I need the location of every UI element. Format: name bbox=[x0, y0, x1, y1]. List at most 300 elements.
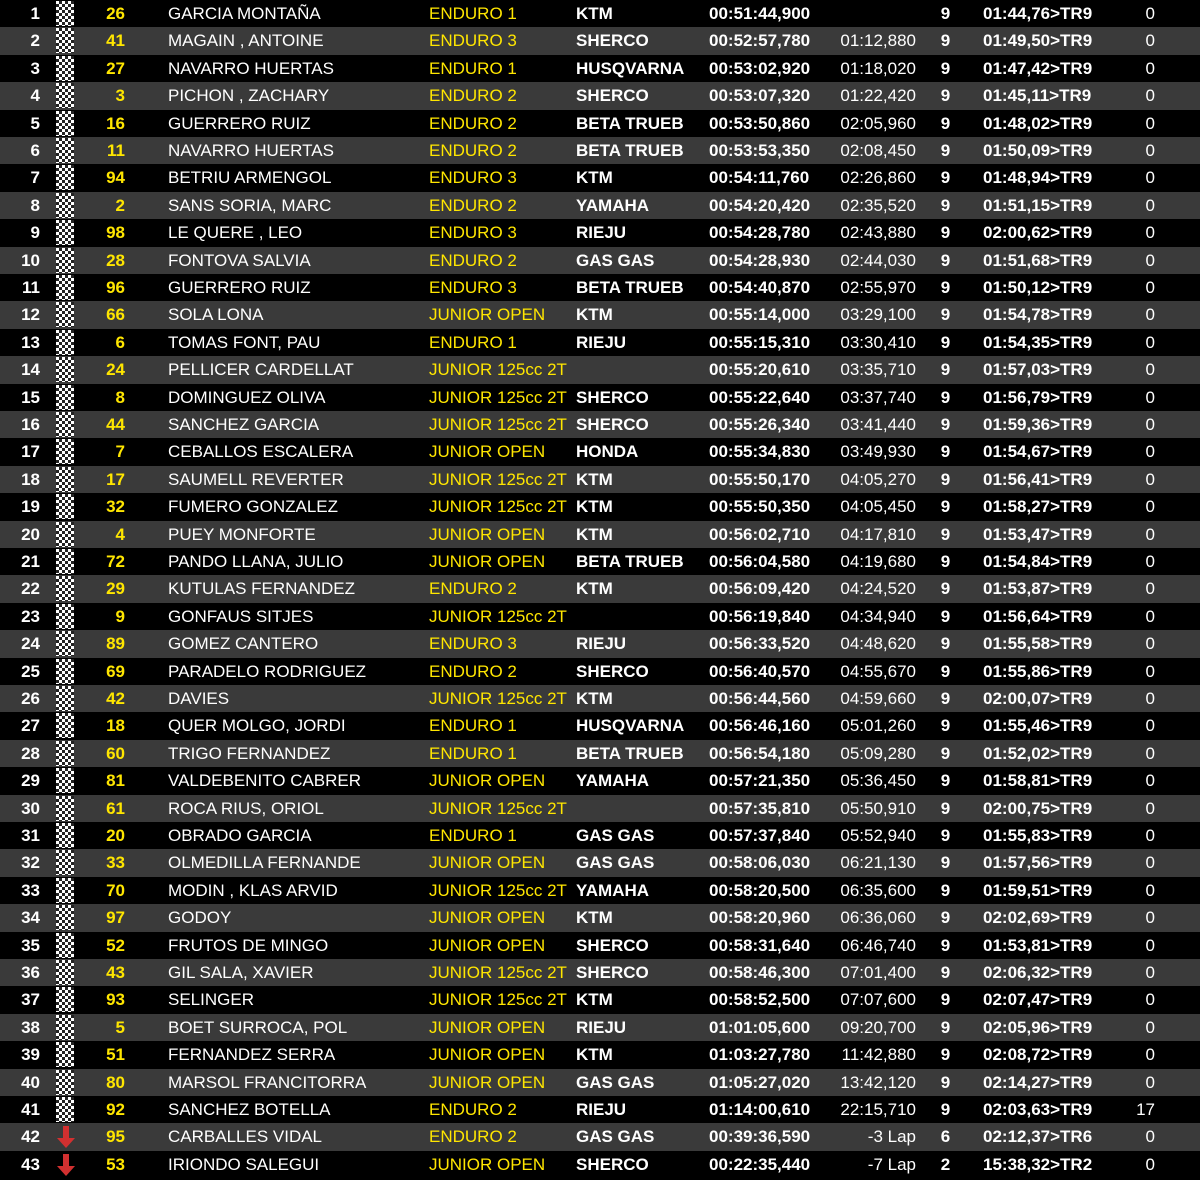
best-lap-cell: 02:00,75>TR9 bbox=[983, 798, 1093, 818]
laps-cell: 9 bbox=[940, 113, 951, 133]
rider-name-cell: FONTOVA SALVIA bbox=[168, 250, 311, 270]
laps-cell: 9 bbox=[940, 332, 951, 352]
laps-cell: 6 bbox=[940, 1127, 951, 1147]
make-cell: KTM bbox=[576, 579, 613, 599]
best-lap-cell: 02:08,72>TR9 bbox=[983, 1045, 1093, 1065]
bike-number-cell: 33 bbox=[106, 853, 125, 873]
table-row[interactable] bbox=[0, 548, 1200, 575]
position-cell: 24 bbox=[21, 634, 40, 654]
best-lap-cell: 01:50,12>TR9 bbox=[983, 278, 1093, 297]
total-time-cell: 00:52:57,780 bbox=[709, 31, 811, 51]
checkered-flag-icon bbox=[56, 1042, 74, 1067]
gap-cell: 11:42,880 bbox=[841, 1045, 916, 1065]
penalty-cell: 17 bbox=[1136, 1100, 1155, 1119]
rider-name-cell: DOMINGUEZ OLIVA bbox=[168, 387, 326, 407]
gap-cell: 09:20,700 bbox=[840, 1017, 916, 1037]
table-row[interactable] bbox=[0, 274, 1200, 301]
bike-number-cell: 32 bbox=[106, 497, 125, 517]
rider-name-cell: NAVARRO HUERTAS bbox=[168, 141, 334, 160]
rider-name-cell: GOMEZ CANTERO bbox=[168, 634, 319, 654]
table-row[interactable] bbox=[0, 1123, 1200, 1150]
gap-cell: 04:05,450 bbox=[840, 497, 916, 517]
gap-cell: 06:36,060 bbox=[840, 908, 916, 928]
bike-number-cell: 81 bbox=[106, 771, 125, 791]
table-row[interactable] bbox=[0, 904, 1200, 931]
table-row[interactable] bbox=[0, 795, 1200, 822]
table-row[interactable] bbox=[0, 521, 1200, 548]
total-time-cell: 00:54:28,930 bbox=[709, 250, 811, 270]
rider-name-cell: BOET SURROCA, POL bbox=[168, 1017, 348, 1037]
position-cell: 22 bbox=[21, 579, 40, 599]
table-row[interactable] bbox=[0, 685, 1200, 712]
rider-name-cell: GUERRERO RUIZ bbox=[168, 113, 311, 133]
table-row[interactable] bbox=[0, 247, 1200, 274]
checkered-flag-icon bbox=[56, 494, 74, 519]
make-cell: RIEJU bbox=[576, 332, 627, 352]
total-time-cell: 00:55:15,310 bbox=[709, 332, 811, 352]
best-lap-cell: 01:56,64>TR9 bbox=[983, 606, 1093, 626]
bike-number-cell: 5 bbox=[115, 1017, 125, 1037]
category-cell: ENDURO 2 bbox=[429, 195, 517, 215]
category-cell: ENDURO 1 bbox=[429, 716, 517, 736]
position-cell: 4 bbox=[30, 86, 40, 106]
checkered-flag-icon bbox=[56, 83, 74, 108]
bike-number-cell: 60 bbox=[106, 743, 125, 763]
make-cell: KTM bbox=[576, 305, 613, 325]
rider-name-cell: SANCHEZ GARCIA bbox=[168, 415, 320, 434]
laps-cell: 9 bbox=[940, 469, 951, 489]
bike-number-cell: 43 bbox=[106, 963, 125, 982]
category-cell: JUNIOR OPEN bbox=[429, 1017, 546, 1037]
checkered-flag-icon bbox=[56, 549, 74, 574]
laps-cell: 9 bbox=[940, 58, 951, 78]
table-row[interactable] bbox=[0, 137, 1200, 164]
category-cell: ENDURO 1 bbox=[429, 58, 517, 78]
table-row[interactable] bbox=[0, 849, 1200, 876]
laps-cell: 9 bbox=[940, 771, 951, 791]
checkered-flag-icon bbox=[56, 28, 74, 53]
rider-name-cell: QUER MOLGO, JORDI bbox=[168, 716, 346, 736]
rider-name-cell: GIL SALA, XAVIER bbox=[168, 963, 314, 982]
total-time-cell: 00:58:20,500 bbox=[709, 880, 811, 900]
category-cell: ENDURO 1 bbox=[429, 743, 517, 763]
category-cell: ENDURO 1 bbox=[429, 332, 517, 352]
laps-cell: 9 bbox=[940, 880, 951, 900]
category-cell: ENDURO 3 bbox=[429, 223, 517, 243]
checkered-flag-icon bbox=[56, 357, 74, 382]
total-time-cell: 00:53:07,320 bbox=[709, 86, 811, 106]
gap-cell: 22:15,710 bbox=[840, 1100, 916, 1119]
penalty-cell: 0 bbox=[1145, 469, 1155, 489]
laps-cell: 9 bbox=[940, 387, 951, 407]
bike-number-cell: 6 bbox=[115, 332, 125, 352]
gap-cell: 03:41,440 bbox=[840, 415, 916, 434]
laps-cell: 9 bbox=[940, 360, 951, 380]
bike-number-cell: 11 bbox=[107, 141, 125, 160]
laps-cell: 9 bbox=[940, 1100, 951, 1119]
penalty-cell: 0 bbox=[1145, 634, 1155, 654]
penalty-cell: 0 bbox=[1145, 415, 1155, 434]
make-cell: GAS GAS bbox=[576, 250, 655, 270]
category-cell: JUNIOR OPEN bbox=[429, 908, 546, 928]
position-cell: 20 bbox=[21, 524, 40, 544]
laps-cell: 9 bbox=[940, 606, 951, 626]
best-lap-cell: 01:45,11>TR9 bbox=[983, 86, 1092, 106]
laps-cell: 9 bbox=[940, 1072, 951, 1092]
table-row[interactable] bbox=[0, 1069, 1200, 1096]
table-row[interactable] bbox=[0, 0, 1200, 27]
table-row[interactable] bbox=[0, 110, 1200, 137]
checkered-flag-icon bbox=[56, 631, 74, 656]
bike-number-cell: 42 bbox=[106, 689, 125, 708]
best-lap-cell: 01:48,02>TR9 bbox=[983, 113, 1093, 133]
make-cell: SHERCO bbox=[576, 31, 649, 51]
rider-name-cell: ROCA RIUS, ORIOL bbox=[168, 798, 324, 818]
laps-cell: 9 bbox=[940, 278, 951, 297]
best-lap-cell: 02:12,37>TR6 bbox=[983, 1127, 1093, 1147]
laps-cell: 9 bbox=[940, 524, 951, 544]
bike-number-cell: 94 bbox=[106, 168, 125, 188]
bike-number-cell: 2 bbox=[115, 195, 125, 215]
make-cell: GAS GAS bbox=[576, 826, 655, 845]
position-cell: 33 bbox=[21, 880, 40, 900]
penalty-cell: 0 bbox=[1145, 387, 1155, 407]
bike-number-cell: 9 bbox=[115, 606, 125, 626]
total-time-cell: 00:54:11,760 bbox=[709, 168, 810, 188]
table-row[interactable] bbox=[0, 1041, 1200, 1068]
best-lap-cell: 02:07,47>TR9 bbox=[983, 990, 1093, 1010]
best-lap-cell: 01:59,36>TR9 bbox=[983, 415, 1093, 434]
rider-name-cell: GODOY bbox=[168, 908, 232, 928]
table-row[interactable] bbox=[0, 986, 1200, 1013]
rider-name-cell: MARSOL FRANCITORRA bbox=[168, 1072, 367, 1092]
total-time-cell: 00:56:46,160 bbox=[709, 716, 811, 736]
table-row[interactable] bbox=[0, 411, 1200, 438]
total-time-cell: 00:57:35,810 bbox=[709, 798, 811, 818]
position-cell: 34 bbox=[21, 908, 40, 928]
checkered-flag-icon bbox=[56, 604, 74, 629]
rider-name-cell: IRIONDO SALEGUI bbox=[168, 1154, 320, 1174]
rider-name-cell: BETRIU ARMENGOL bbox=[168, 168, 332, 188]
total-time-cell: 00:58:31,640 bbox=[709, 935, 811, 955]
table-row[interactable] bbox=[0, 1096, 1200, 1123]
best-lap-cell: 01:51,68>TR9 bbox=[983, 250, 1093, 270]
total-time-cell: 00:56:54,180 bbox=[709, 743, 811, 763]
best-lap-cell: 01:59,51>TR9 bbox=[983, 880, 1093, 900]
bike-number-cell: 51 bbox=[106, 1045, 125, 1065]
table-row[interactable] bbox=[0, 575, 1200, 602]
gap-cell: 06:21,130 bbox=[840, 853, 916, 873]
penalty-cell: 0 bbox=[1145, 1072, 1155, 1092]
gap-cell: 02:26,860 bbox=[840, 168, 916, 188]
table-row[interactable] bbox=[0, 658, 1200, 685]
laps-cell: 2 bbox=[940, 1154, 951, 1174]
table-row[interactable] bbox=[0, 329, 1200, 356]
checkered-flag-icon bbox=[56, 1097, 74, 1122]
total-time-cell: 00:22:35,440 bbox=[709, 1154, 811, 1174]
make-cell: KTM bbox=[576, 1045, 613, 1065]
gap-cell: 05:09,280 bbox=[840, 743, 916, 763]
rider-name-cell: OBRADO GARCIA bbox=[168, 826, 312, 845]
make-cell: HUSQVARNA bbox=[576, 716, 685, 736]
gap-cell: 02:43,880 bbox=[840, 223, 916, 243]
penalty-cell: 0 bbox=[1145, 743, 1155, 763]
rider-name-cell: DAVIES bbox=[168, 689, 230, 708]
best-lap-cell: 02:00,62>TR9 bbox=[983, 223, 1093, 243]
table-row[interactable] bbox=[0, 740, 1200, 767]
gap-cell: 06:35,600 bbox=[840, 880, 916, 900]
total-time-cell: 00:55:50,170 bbox=[709, 469, 811, 489]
gap-cell: 02:05,960 bbox=[840, 113, 916, 133]
position-cell: 7 bbox=[30, 168, 40, 188]
make-cell: GAS GAS bbox=[576, 853, 655, 873]
checkered-flag-icon bbox=[56, 850, 74, 875]
gap-cell: 13:42,120 bbox=[840, 1072, 916, 1092]
penalty-cell: 0 bbox=[1145, 1154, 1155, 1174]
bike-number-cell: 70 bbox=[106, 880, 125, 900]
bike-number-cell: 66 bbox=[106, 305, 125, 325]
total-time-cell: 00:58:52,500 bbox=[709, 990, 811, 1010]
category-cell: JUNIOR OPEN bbox=[429, 524, 546, 544]
checkered-flag-icon bbox=[56, 933, 74, 958]
total-time-cell: 00:53:50,860 bbox=[709, 113, 811, 133]
make-cell: KTM bbox=[576, 497, 613, 517]
category-cell: JUNIOR 125cc 2T bbox=[429, 387, 567, 407]
make-cell: YAMAHA bbox=[576, 880, 650, 900]
rider-name-cell: PICHON , ZACHARY bbox=[168, 86, 330, 106]
table-row[interactable] bbox=[0, 603, 1200, 630]
total-time-cell: 00:55:50,350 bbox=[709, 497, 811, 517]
penalty-cell: 0 bbox=[1145, 853, 1155, 873]
rider-name-cell: SAUMELL REVERTER bbox=[168, 469, 344, 489]
checkered-flag-icon bbox=[56, 768, 74, 793]
total-time-cell: 00:56:33,520 bbox=[709, 634, 811, 654]
laps-cell: 9 bbox=[940, 415, 951, 434]
table-row[interactable] bbox=[0, 219, 1200, 246]
category-cell: JUNIOR 125cc 2T bbox=[429, 606, 567, 626]
gap-cell: 04:05,270 bbox=[840, 469, 916, 489]
category-cell: ENDURO 2 bbox=[429, 141, 517, 160]
rider-name-cell: VALDEBENITO CABRER bbox=[168, 771, 362, 791]
bike-number-cell: 41 bbox=[106, 31, 125, 51]
make-cell: KTM bbox=[576, 689, 613, 708]
gap-cell: 05:52,940 bbox=[840, 826, 916, 845]
table-row[interactable] bbox=[0, 164, 1200, 191]
bike-number-cell: 44 bbox=[106, 415, 125, 434]
position-cell: 25 bbox=[21, 661, 40, 681]
best-lap-cell: 01:53,47>TR9 bbox=[983, 524, 1093, 544]
rider-name-cell: LE QUERE , LEO bbox=[168, 223, 303, 243]
make-cell: KTM bbox=[576, 469, 613, 489]
total-time-cell: 01:05:27,020 bbox=[709, 1072, 811, 1092]
table-row[interactable] bbox=[0, 27, 1200, 54]
best-lap-cell: 01:49,50>TR9 bbox=[983, 31, 1093, 51]
make-cell: BETA TRUEB bbox=[576, 743, 684, 763]
penalty-cell: 0 bbox=[1145, 31, 1155, 51]
table-row[interactable] bbox=[0, 822, 1200, 849]
table-row[interactable] bbox=[0, 55, 1200, 82]
table-row[interactable] bbox=[0, 959, 1200, 986]
table-row[interactable] bbox=[0, 356, 1200, 383]
rider-name-cell: SOLA LONA bbox=[168, 305, 264, 325]
rider-name-cell: FERNANDEZ SERRA bbox=[168, 1045, 336, 1065]
gap-cell: -7 Lap bbox=[867, 1154, 916, 1174]
gap-cell: 04:34,940 bbox=[840, 606, 916, 626]
laps-cell: 9 bbox=[940, 305, 951, 325]
make-cell: SHERCO bbox=[576, 86, 649, 106]
penalty-cell: 0 bbox=[1145, 86, 1155, 106]
table-row[interactable] bbox=[0, 1014, 1200, 1041]
position-cell: 39 bbox=[21, 1045, 40, 1065]
table-row[interactable] bbox=[0, 1151, 1200, 1178]
laps-cell: 9 bbox=[940, 168, 951, 188]
position-cell: 42 bbox=[21, 1127, 40, 1147]
penalty-cell: 0 bbox=[1145, 963, 1155, 982]
penalty-cell: 0 bbox=[1145, 223, 1155, 243]
category-cell: JUNIOR OPEN bbox=[429, 442, 546, 462]
bike-number-cell: 7 bbox=[115, 442, 125, 462]
rider-name-cell: PELLICER CARDELLAT bbox=[168, 360, 354, 380]
total-time-cell: 00:54:28,780 bbox=[709, 223, 811, 243]
position-cell: 32 bbox=[21, 853, 40, 873]
checkered-flag-icon bbox=[56, 741, 74, 766]
checkered-flag-icon bbox=[56, 823, 74, 848]
checkered-flag-icon bbox=[56, 1070, 74, 1095]
best-lap-cell: 01:50,09>TR9 bbox=[983, 141, 1093, 160]
total-time-cell: 00:55:22,640 bbox=[709, 387, 811, 407]
category-cell: ENDURO 2 bbox=[429, 113, 517, 133]
table-row[interactable] bbox=[0, 630, 1200, 657]
gap-cell: 07:07,600 bbox=[840, 990, 916, 1010]
category-cell: JUNIOR 125cc 2T bbox=[429, 360, 567, 380]
best-lap-cell: 02:03,63>TR9 bbox=[983, 1100, 1093, 1119]
category-cell: JUNIOR OPEN bbox=[429, 1154, 546, 1174]
laps-cell: 9 bbox=[940, 853, 951, 873]
table-row[interactable] bbox=[0, 466, 1200, 493]
retired-arrow-icon bbox=[56, 1152, 76, 1177]
laps-cell: 9 bbox=[940, 497, 951, 517]
make-cell: BETA TRUEB bbox=[576, 141, 684, 160]
penalty-cell: 0 bbox=[1145, 1127, 1155, 1147]
best-lap-cell: 01:53,81>TR9 bbox=[983, 935, 1093, 955]
category-cell: ENDURO 2 bbox=[429, 1100, 517, 1119]
total-time-cell: 00:56:44,560 bbox=[709, 689, 811, 708]
table-row[interactable] bbox=[0, 767, 1200, 794]
bike-number-cell: 53 bbox=[106, 1154, 125, 1174]
category-cell: JUNIOR OPEN bbox=[429, 935, 546, 955]
best-lap-cell: 01:53,87>TR9 bbox=[983, 579, 1093, 599]
category-cell: ENDURO 2 bbox=[429, 1127, 517, 1147]
table-row[interactable] bbox=[0, 877, 1200, 904]
checkered-flag-icon bbox=[56, 138, 74, 163]
table-row[interactable] bbox=[0, 712, 1200, 739]
bike-number-cell: 89 bbox=[106, 634, 125, 654]
category-cell: JUNIOR 125cc 2T bbox=[429, 415, 567, 434]
position-cell: 43 bbox=[21, 1154, 40, 1174]
total-time-cell: 00:54:40,870 bbox=[709, 278, 811, 297]
position-cell: 41 bbox=[21, 1100, 40, 1119]
rider-name-cell: SANCHEZ BOTELLA bbox=[168, 1100, 331, 1119]
penalty-cell: 0 bbox=[1145, 113, 1155, 133]
table-row[interactable] bbox=[0, 301, 1200, 328]
total-time-cell: 00:57:37,840 bbox=[709, 826, 811, 845]
laps-cell: 9 bbox=[940, 908, 951, 928]
best-lap-cell: 01:52,02>TR9 bbox=[983, 743, 1093, 763]
bike-number-cell: 69 bbox=[106, 661, 125, 681]
laps-cell: 9 bbox=[940, 195, 951, 215]
category-cell: JUNIOR 125cc 2T bbox=[429, 469, 567, 489]
table-row[interactable] bbox=[0, 932, 1200, 959]
table-row[interactable] bbox=[0, 493, 1200, 520]
table-row[interactable] bbox=[0, 438, 1200, 465]
make-cell: RIEJU bbox=[576, 1017, 627, 1037]
total-time-cell: 00:51:44,900 bbox=[709, 4, 811, 23]
gap-cell: 04:48,620 bbox=[840, 634, 916, 654]
penalty-cell: 0 bbox=[1145, 606, 1155, 626]
laps-cell: 9 bbox=[940, 826, 951, 845]
total-time-cell: 00:56:19,840 bbox=[709, 606, 811, 626]
category-cell: ENDURO 2 bbox=[429, 661, 517, 681]
make-cell: KTM bbox=[576, 908, 613, 928]
penalty-cell: 0 bbox=[1145, 798, 1155, 818]
bike-number-cell: 3 bbox=[115, 86, 125, 106]
checkered-flag-icon bbox=[56, 385, 74, 410]
penalty-cell: 0 bbox=[1145, 497, 1155, 517]
make-cell: YAMAHA bbox=[576, 771, 650, 791]
total-time-cell: 00:56:04,580 bbox=[709, 552, 811, 571]
best-lap-cell: 01:54,67>TR9 bbox=[983, 442, 1093, 462]
checkered-flag-icon bbox=[56, 220, 74, 245]
best-lap-cell: 01:58,27>TR9 bbox=[983, 497, 1093, 517]
position-cell: 9 bbox=[30, 223, 40, 243]
gap-cell: 04:17,810 bbox=[840, 524, 916, 544]
gap-cell: 05:50,910 bbox=[840, 798, 916, 818]
checkered-flag-icon bbox=[56, 165, 74, 190]
laps-cell: 9 bbox=[940, 552, 951, 571]
total-time-cell: 00:55:20,610 bbox=[709, 360, 811, 380]
gap-cell: 04:59,660 bbox=[840, 689, 916, 708]
table-row[interactable] bbox=[0, 384, 1200, 411]
best-lap-cell: 01:54,35>TR9 bbox=[983, 332, 1093, 352]
total-time-cell: 01:03:27,780 bbox=[709, 1045, 811, 1065]
laps-cell: 9 bbox=[940, 1017, 951, 1037]
position-cell: 30 bbox=[21, 798, 40, 818]
penalty-cell: 0 bbox=[1145, 4, 1155, 23]
position-cell: 19 bbox=[21, 497, 40, 517]
best-lap-cell: 01:57,03>TR9 bbox=[983, 360, 1093, 380]
table-row[interactable] bbox=[0, 82, 1200, 109]
category-cell: JUNIOR 125cc 2T bbox=[429, 497, 567, 517]
position-cell: 17 bbox=[21, 442, 40, 462]
gap-cell: 02:44,030 bbox=[840, 250, 916, 270]
make-cell: BETA TRUEB bbox=[576, 278, 684, 297]
position-cell: 38 bbox=[21, 1017, 40, 1037]
gap-cell: 05:36,450 bbox=[840, 771, 916, 791]
penalty-cell: 0 bbox=[1145, 1045, 1155, 1065]
penalty-cell: 0 bbox=[1145, 332, 1155, 352]
make-cell: RIEJU bbox=[576, 223, 627, 243]
rider-name-cell: OLMEDILLA FERNANDE bbox=[168, 853, 361, 873]
laps-cell: 9 bbox=[940, 250, 951, 270]
make-cell: GAS GAS bbox=[576, 1127, 655, 1147]
table-row[interactable] bbox=[0, 192, 1200, 219]
best-lap-cell: 01:56,41>TR9 bbox=[983, 469, 1093, 489]
checkered-flag-icon bbox=[56, 412, 74, 437]
checkered-flag-icon bbox=[56, 686, 74, 711]
make-cell: BETA TRUEB bbox=[576, 552, 684, 571]
bike-number-cell: 61 bbox=[106, 798, 125, 818]
make-cell: HONDA bbox=[576, 442, 639, 462]
